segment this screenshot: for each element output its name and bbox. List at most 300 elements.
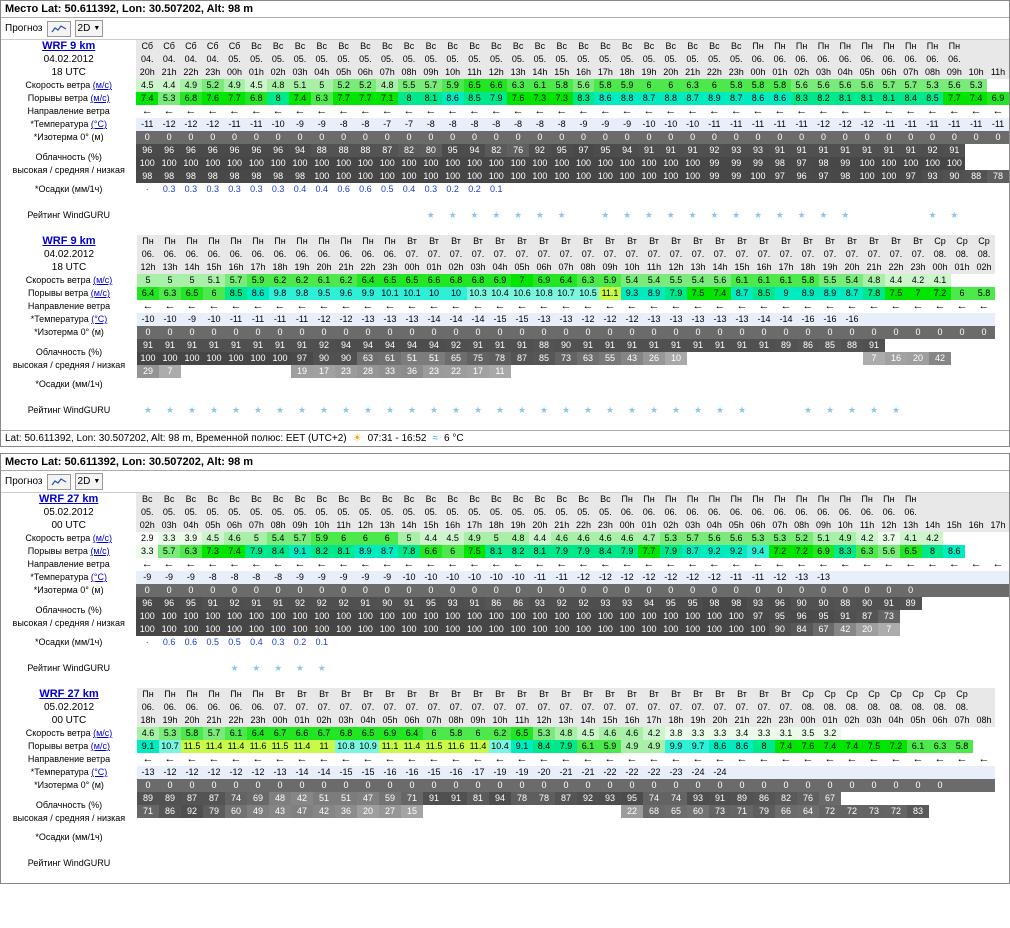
rating-star-icon — [907, 857, 929, 870]
cloud-mid-cell: 71 — [137, 805, 159, 818]
precipitation-cell — [203, 831, 225, 844]
cloud-mid-cell — [841, 352, 863, 365]
wind-arrow-icon: ← — [708, 105, 720, 117]
precipitation-cell — [929, 831, 951, 844]
cloud-low-cell: 67 — [813, 623, 835, 636]
cloud-low-cell: 98 — [267, 170, 289, 183]
cloud-mid-cell: 100 — [225, 352, 247, 365]
date-cell: 06. — [856, 506, 878, 519]
cloud-low-cell — [247, 365, 269, 378]
date-cell — [973, 701, 995, 714]
cloud-low-cell: 98 — [136, 170, 158, 183]
wind-arrow-icon: ← — [163, 558, 175, 570]
chart-icon[interactable] — [47, 474, 71, 490]
gust-cell: 8.6 — [731, 740, 753, 753]
gust-cell: 3.3 — [136, 545, 158, 558]
wind-cell: 5.7 — [225, 274, 247, 287]
hour-cell: 19h — [291, 261, 313, 274]
hour-cell: 17h — [643, 714, 665, 727]
temperature-cell: -12 — [638, 571, 660, 584]
cloud-low-cell — [922, 623, 944, 636]
cloud-low-cell — [900, 623, 922, 636]
temperature-cell — [973, 766, 995, 779]
gust-cell: 8.3 — [573, 92, 595, 105]
precipitation-cell — [775, 378, 797, 391]
cloud-high-cell: 89 — [900, 597, 922, 610]
isotherm-cell: 0 — [311, 131, 333, 144]
precipitation-cell — [203, 378, 225, 391]
cloud-low-cell — [775, 818, 797, 831]
date-cell: 07. — [577, 248, 599, 261]
cloud-low-cell — [225, 365, 247, 378]
cloud-low-cell: 100 — [136, 623, 158, 636]
isotherm-cell: 0 — [289, 584, 311, 597]
date-cell: 05. — [507, 506, 529, 519]
isotherm-cell: 0 — [753, 326, 775, 339]
cloud-mid-cell: 71 — [731, 805, 753, 818]
precipitation-cell: 0.5 — [206, 637, 219, 647]
isotherm-cell — [943, 584, 965, 597]
wind-arrow-icon: ← — [905, 105, 917, 117]
gust-cell: 9.1 — [289, 545, 311, 558]
wind-cell: 4.6 — [551, 532, 573, 545]
cloud-low-cell: 100 — [245, 623, 267, 636]
date-cell: 07. — [885, 248, 907, 261]
date-cell: 07. — [731, 701, 753, 714]
wind-arrow-icon: ← — [643, 558, 655, 570]
hour-cell: 10h — [442, 66, 464, 79]
gust-cell: 10.4 — [489, 287, 511, 300]
date-cell: 05. — [594, 506, 616, 519]
cloud-mid-cell: 97 — [791, 157, 813, 170]
cloud-high-cell: 95 — [682, 597, 704, 610]
cloud-mid-cell: 36 — [335, 805, 357, 818]
temperature-cell: -17 — [467, 766, 489, 779]
gust-cell: 6.1 — [907, 740, 929, 753]
date-cell: 07. — [599, 248, 621, 261]
temperature-unit-link[interactable]: (°C) — [91, 767, 108, 777]
wind-cell — [929, 727, 951, 740]
date-cell: 05. — [224, 53, 246, 66]
cloud-high-cell: 67 — [819, 792, 841, 805]
day-cell: Вс — [289, 40, 311, 53]
cloud-low-cell: 100 — [311, 623, 333, 636]
precipitation-cell — [863, 831, 885, 844]
date-cell: 07. — [665, 248, 687, 261]
wind-cell — [907, 727, 929, 740]
wind-arrow-icon: ← — [272, 105, 284, 117]
cloud-mid-cell: 100 — [202, 610, 224, 623]
hour-cell: 04h — [885, 714, 907, 727]
gust-cell — [973, 740, 995, 753]
isotherm-cell: 0 — [660, 131, 682, 144]
hour-cell: 11h — [511, 714, 533, 727]
wind-cell: 5.9 — [442, 79, 464, 92]
temperature-unit-link[interactable]: (°C) — [91, 314, 108, 324]
cloud-low-cell: 88 — [965, 170, 987, 183]
cloud-mid-cell: 91 — [834, 610, 856, 623]
wind-arrow-icon: ← — [230, 300, 242, 312]
wind-arrow-icon: ← — [208, 753, 220, 765]
wind-arrow-icon: ← — [802, 753, 814, 765]
cloud-high-cell: 71 — [401, 792, 423, 805]
day-cell: Вт — [687, 688, 709, 701]
gust-cell: 7.2 — [791, 545, 813, 558]
model-cell — [1, 493, 136, 532]
hour-row — [1, 261, 995, 274]
date-cell: 07. — [357, 701, 379, 714]
date-cell: 07. — [819, 248, 841, 261]
temperature-cell — [819, 766, 841, 779]
wind-cell — [863, 727, 885, 740]
gust-unit-link[interactable]: (м/с) — [90, 93, 110, 103]
wind-unit-link[interactable]: (м/с) — [93, 728, 113, 738]
cloud-low-cell: 100 — [333, 623, 355, 636]
wind-arrow-icon: ← — [252, 300, 264, 312]
cloud-high-row — [1, 144, 1009, 157]
wind-cell: 6.2 — [489, 727, 511, 740]
isotherm-cell: 0 — [791, 584, 813, 597]
isotherm-cell: 0 — [247, 779, 269, 792]
hour-cell: 09h — [289, 519, 311, 532]
temperature-unit-link[interactable]: (°C) — [90, 572, 107, 582]
isotherm-cell: 0 — [687, 326, 709, 339]
cloud-high-cell: 78 — [533, 792, 555, 805]
wind-arrow-icon: ← — [534, 558, 546, 570]
sun-times: 07:31 - 16:52 — [367, 433, 427, 444]
model-link[interactable]: WRF 27 km — [39, 688, 99, 700]
hour-cell: 16h — [442, 519, 464, 532]
chart-icon[interactable] — [47, 21, 71, 37]
date-cell: 05. — [245, 506, 267, 519]
model-link[interactable]: WRF 9 km — [42, 235, 96, 247]
date-cell: 06. — [747, 506, 769, 519]
gust-cell: 8 — [922, 545, 944, 558]
rating-row — [1, 662, 1009, 675]
cloud-low-cell — [599, 365, 621, 378]
precipitation-cell — [555, 378, 577, 391]
wind-cell: 6 — [703, 79, 725, 92]
hour-cell: 10h — [834, 519, 856, 532]
model-cell — [1, 40, 136, 79]
wind-cell: 4.4 — [420, 532, 442, 545]
isotherm-cell: 0 — [551, 131, 573, 144]
cloud-high-cell: 94 — [423, 339, 445, 352]
date-cell: 06. — [834, 53, 856, 66]
wind-cell: 6.1 — [225, 727, 247, 740]
model-date: 05.02.2012 — [43, 507, 94, 518]
wind-cell: 5.6 — [709, 274, 731, 287]
model-link[interactable]: WRF 9 km — [42, 40, 96, 52]
isotherm-cell: 0 — [398, 584, 420, 597]
precipitation-cell — [660, 183, 682, 196]
day-cell: Вс — [333, 493, 355, 506]
rating-star-icon: ★ — [950, 210, 959, 220]
wind-arrow-icon: ← — [318, 300, 330, 312]
hour-cell: 18h — [269, 261, 291, 274]
cloud-high-cell: 91 — [577, 339, 599, 352]
gust-cell: 5.8 — [973, 287, 995, 300]
cloud-low-cell: 98 — [202, 170, 224, 183]
cloud-high-cell: 81 — [467, 792, 489, 805]
precipitation-cell: 0.3 — [228, 184, 241, 194]
wind-cell — [973, 274, 995, 287]
rating-star-icon — [987, 209, 1009, 222]
cloud-mid-cell: 100 — [638, 157, 660, 170]
wind-cell: 4.9 — [464, 532, 486, 545]
hour-cell: 07h — [769, 519, 791, 532]
day-cell: Вс — [485, 493, 507, 506]
rating-star-icon: ★ — [605, 405, 615, 415]
day-cell — [922, 493, 944, 506]
date-cell: 08. — [797, 701, 819, 714]
cloud-high-cell: 47 — [357, 792, 379, 805]
temperature-cell: -11 — [245, 118, 267, 131]
cloud-low-cell — [753, 365, 775, 378]
day-cell: Пн — [769, 40, 791, 53]
cloud-mid-cell: 100 — [594, 157, 616, 170]
wind-cell: 4.8 — [507, 532, 529, 545]
date-cell: 05. — [354, 53, 376, 66]
rating-star-icon — [725, 662, 747, 675]
wind-cell: 4.2 — [643, 727, 665, 740]
temperature-cell: -10 — [203, 313, 225, 326]
cloud-low-cell — [313, 818, 335, 831]
cloud-high-cell: 88 — [333, 144, 355, 157]
cloud-high-cell: 94 — [616, 144, 638, 157]
wind-arrow-icon: ← — [824, 300, 836, 312]
cloud-high-cell: 95 — [551, 144, 573, 157]
wind-unit-link[interactable]: (м/с) — [92, 80, 112, 90]
cloud-mid-cell — [731, 352, 753, 365]
gust-unit-link[interactable]: (м/с) — [90, 288, 110, 298]
wind-cell: 4.2 — [856, 532, 878, 545]
model-link[interactable]: WRF 27 km — [39, 493, 99, 505]
isotherm-cell: 0 — [665, 779, 687, 792]
cloud-low-cell: 100 — [856, 170, 878, 183]
cloud-mid-cell: 100 — [158, 157, 180, 170]
wind-arrow-icon: ← — [362, 753, 374, 765]
rating-spacer-row — [1, 391, 995, 404]
hour-cell: 16h — [573, 66, 595, 79]
wind-arrow-icon: ← — [736, 300, 748, 312]
rating-star-icon — [291, 857, 313, 870]
wind-cell: 5.4 — [643, 274, 665, 287]
temperature-cell: -14 — [423, 313, 445, 326]
temperature-label: *Температура (°C) — [1, 571, 136, 584]
precipitation-cell — [638, 183, 660, 196]
date-cell: 05. — [442, 53, 464, 66]
day-cell: Вт — [621, 688, 643, 701]
cloud-mid-cell — [922, 610, 944, 623]
wind-cell: 6.2 — [269, 274, 291, 287]
temperature-cell: -12 — [769, 571, 791, 584]
temperature-cell: -12 — [594, 571, 616, 584]
temperature-cell: -10 — [159, 313, 181, 326]
wind-arrow-icon: ← — [381, 105, 393, 117]
temperature-cell: -9 — [616, 118, 638, 131]
temperature-cell: -12 — [180, 118, 202, 131]
isotherm-cell: 0 — [731, 779, 753, 792]
date-cell: 07. — [401, 248, 423, 261]
temperature-cell: -19 — [511, 766, 533, 779]
gust-cell: 8.1 — [878, 92, 900, 105]
gust-cell: 8.5 — [753, 287, 775, 300]
temperature-unit-link[interactable]: (°C) — [90, 119, 107, 129]
cloud-high-cell: 88 — [533, 339, 555, 352]
date-cell: 05. — [376, 53, 398, 66]
gust-cell: 6.3 — [159, 287, 181, 300]
isotherm-cell: 0 — [878, 131, 900, 144]
hour-cell: 20h — [136, 66, 158, 79]
gust-cell: 11.5 — [181, 740, 203, 753]
day-cell: Вт — [467, 688, 489, 701]
isotherm-cell: 0 — [511, 326, 533, 339]
cloud-mid-cell: 61 — [379, 352, 401, 365]
date-cell: 07. — [687, 701, 709, 714]
wind-cell: 5.5 — [398, 79, 420, 92]
temperature-cell: -13 — [555, 313, 577, 326]
isotherm-row — [1, 326, 995, 339]
wind-unit-link[interactable]: (м/с) — [92, 533, 112, 543]
wind-cell: 4.6 — [137, 727, 159, 740]
wind-cell: 6.6 — [423, 274, 445, 287]
gust-unit-link[interactable]: (м/с) — [90, 741, 110, 751]
temperature-cell: -12 — [202, 118, 224, 131]
cloud-low-cell: 100 — [398, 623, 420, 636]
rating-star-icon — [660, 662, 682, 675]
rating-star-icon — [551, 662, 573, 675]
isotherm-label: *Изотерма 0° (м) — [1, 326, 137, 339]
gust-cell: 5.3 — [158, 92, 180, 105]
isotherm-cell: 0 — [311, 584, 333, 597]
cloud-mid-cell: 100 — [507, 610, 529, 623]
day-cell: Вт — [335, 688, 357, 701]
wind-cell: 5.8 — [445, 727, 467, 740]
cloud-low-row — [1, 818, 995, 831]
gust-label: Порывы ветра (м/с) — [1, 92, 136, 105]
wind-unit-link[interactable]: (м/с) — [93, 275, 113, 285]
precipitation-cell — [489, 831, 511, 844]
wind-cell: 5 — [245, 532, 267, 545]
wind-cell: 6.3 — [682, 79, 704, 92]
wind-cell — [951, 727, 973, 740]
gust-cell: 8.5 — [464, 92, 486, 105]
cloud-low-cell — [973, 365, 995, 378]
cloud-low-cell: 100 — [289, 623, 311, 636]
wind-arrow-icon: ← — [883, 105, 895, 117]
date-cell: 08. — [929, 701, 951, 714]
temperature-cell: -12 — [703, 571, 725, 584]
temperature-cell: -12 — [616, 571, 638, 584]
view-mode-select[interactable]: 2D ▼ — [75, 20, 104, 37]
precipitation-cell — [834, 636, 856, 649]
day-row — [1, 493, 1009, 506]
cloud-high-cell — [929, 792, 951, 805]
day-cell: Вт — [401, 688, 423, 701]
temperature-cell: -24 — [687, 766, 709, 779]
rating-star-icon: ★ — [143, 405, 153, 415]
cloud-mid-cell: 100 — [376, 157, 398, 170]
day-cell: Вс — [311, 40, 333, 53]
date-cell: 06. — [900, 53, 922, 66]
gust-cell: 8.6 — [769, 92, 791, 105]
wind-cell: 6.6 — [485, 79, 507, 92]
cloud-low-row — [1, 170, 1009, 183]
gust-cell: 7.9 — [665, 287, 687, 300]
hour-cell: 17h — [464, 519, 486, 532]
date-row — [1, 248, 995, 261]
cloud-high-cell: 93 — [616, 597, 638, 610]
cloud-low-cell: 100 — [529, 170, 551, 183]
day-cell: Пн — [747, 40, 769, 53]
day-cell: Вс — [529, 493, 551, 506]
hour-cell: 08h — [398, 66, 420, 79]
isotherm-cell: 0 — [269, 326, 291, 339]
rating-star-icon: ★ — [825, 405, 835, 415]
wind-cell: 6.7 — [313, 727, 335, 740]
cloud-low-cell — [137, 818, 159, 831]
wind-arrow-icon: ← — [758, 300, 770, 312]
hour-cell: 13h — [376, 519, 398, 532]
rating-star-icon — [420, 662, 442, 675]
rating-star-icon — [335, 857, 357, 870]
wind-cell: 5.3 — [660, 532, 682, 545]
gust-cell: 7.7 — [943, 92, 965, 105]
cloud-low-cell: 100 — [398, 170, 420, 183]
precipitation-cell — [529, 636, 551, 649]
forecast-table — [1, 493, 1009, 688]
precipitation-cell — [951, 831, 973, 844]
temperature-cell: -15 — [335, 766, 357, 779]
cloud-low-cell — [753, 818, 775, 831]
day-cell: Вс — [224, 493, 246, 506]
isotherm-cell: 0 — [709, 326, 731, 339]
cloud-mid-cell: 99 — [747, 157, 769, 170]
wind-label: Скорость ветра (м/с) — [1, 274, 137, 287]
hour-cell: 13h — [507, 66, 529, 79]
cloud-low-cell: 100 — [638, 623, 660, 636]
cloud-low-cell: 100 — [376, 623, 398, 636]
isotherm-cell: 0 — [158, 131, 180, 144]
precipitation-cell: 0.2 — [468, 184, 481, 194]
cloud-low-cell — [489, 818, 511, 831]
isotherm-cell: 0 — [797, 326, 819, 339]
isotherm-cell: 0 — [929, 326, 951, 339]
day-cell: Вт — [819, 235, 841, 248]
cloud-high-cell: 74 — [643, 792, 665, 805]
wind-cell — [885, 727, 907, 740]
rating-star-icon — [224, 209, 246, 222]
gust-unit-link[interactable]: (м/с) — [90, 546, 110, 556]
cloud-low-cell — [533, 365, 555, 378]
view-mode-select[interactable]: 2D ▼ — [75, 473, 104, 490]
cloud-label: Облачность (%) высокая / средняя / низкая — [1, 339, 137, 378]
day-cell: Вт — [621, 235, 643, 248]
cloud-low-cell — [181, 818, 203, 831]
temperature-cell: -9 — [333, 571, 355, 584]
cloud-mid-cell: 100 — [529, 157, 551, 170]
gust-cell: 7.4 — [841, 740, 863, 753]
gust-cell: 11.6 — [445, 740, 467, 753]
gust-cell: 7.2 — [885, 740, 907, 753]
day-cell: Пн — [660, 493, 682, 506]
cloud-mid-cell: 100 — [181, 352, 203, 365]
cloud-low-cell — [797, 365, 819, 378]
wind-arrow-icon: ← — [824, 753, 836, 765]
rating-star-icon — [401, 857, 423, 870]
wind-cell: 5.4 — [841, 274, 863, 287]
